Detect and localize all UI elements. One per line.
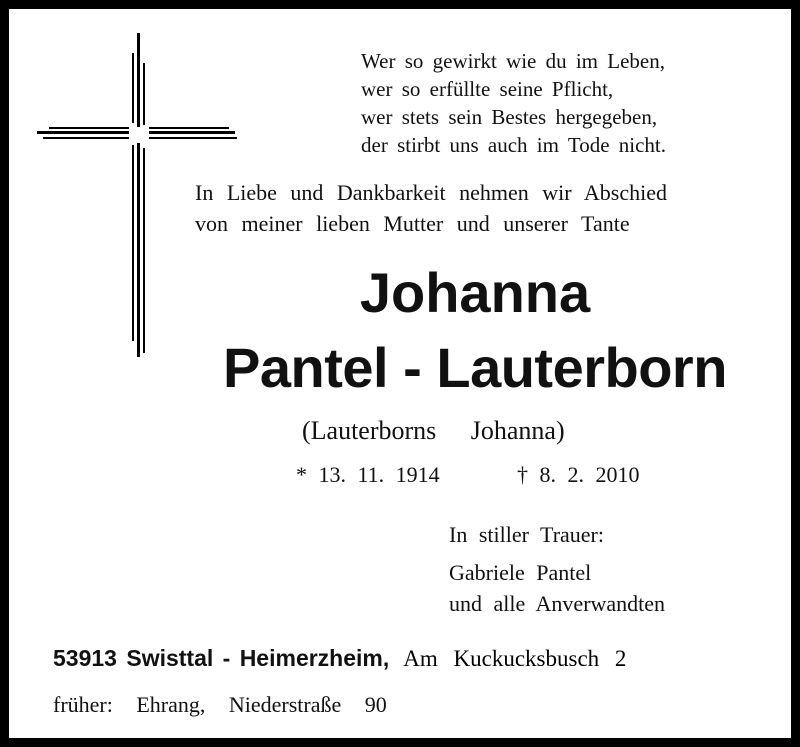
deceased-nickname: (Lauterborns Johanna) bbox=[302, 416, 565, 445]
poem-line: wer stets sein Bestes hergegeben, bbox=[361, 105, 658, 129]
poem-line: der stirbt uns auch im Tode nicht. bbox=[361, 133, 667, 157]
intro-line-2: von meiner lieben Mutter und unserer Tante bbox=[195, 211, 630, 236]
mourner-name: Gabriele Pantel bbox=[449, 560, 592, 585]
birth-date: * 13. 11. 1914 bbox=[296, 462, 440, 487]
mourners-others: und alle Anverwandten bbox=[449, 591, 666, 616]
intro-line-1: In Liebe und Dankbarkeit nehmen wir Abschied bbox=[195, 180, 667, 205]
address-street: Am Kuckucksbusch 2 bbox=[403, 646, 627, 671]
poem-line: wer so erfüllte seine Pflicht, bbox=[361, 77, 614, 101]
deceased-first-name: Johanna bbox=[359, 261, 591, 324]
poem-line: Wer so gewirkt wie du im Leben, bbox=[361, 49, 665, 73]
intro-text bbox=[195, 177, 667, 239]
deceased-last-name: Pantel - Lauterborn bbox=[223, 336, 727, 399]
death-date: † 8. 2. 2010 bbox=[517, 462, 640, 487]
poem bbox=[361, 47, 666, 159]
address bbox=[53, 645, 626, 672]
former-address: früher: Ehrang, Niederstraße 90 bbox=[53, 692, 387, 717]
mourners-heading: In stiller Trauer: bbox=[449, 522, 604, 547]
address-city: 53913 Swisttal - Heimerzheim, bbox=[53, 645, 390, 671]
